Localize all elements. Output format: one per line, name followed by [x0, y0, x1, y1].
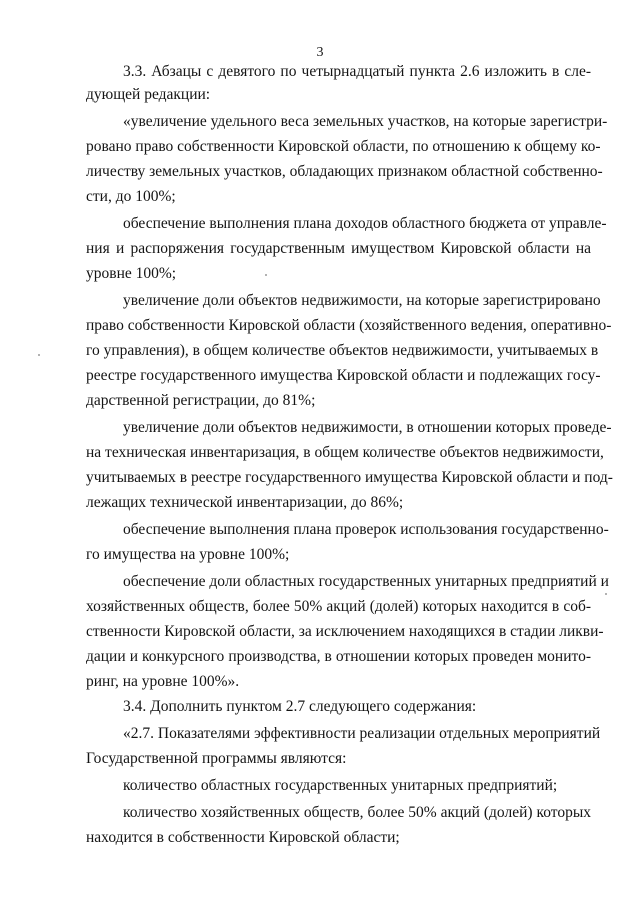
text-line: личеству земельных участков, обладающих признаком областной собственно-	[86, 163, 603, 180]
text-line: 3.4. Дополнить пунктом 2.7 следующего содержания:	[123, 698, 477, 715]
text-line: Государственной программы являются:	[86, 750, 347, 767]
text-line: лежащих технической инвентаризации, до 86%;	[86, 494, 404, 511]
text-line: ственности Кировской области, за исключением находящихся в стадии ликви-	[86, 623, 604, 640]
text-line: го управления), в общем количестве объектов недвижимости, учитываемых в	[86, 342, 599, 359]
text-line: дующей редакции:	[86, 86, 211, 103]
text-line: обеспечение выполнения плана доходов областного бюджета от управле-	[123, 215, 607, 232]
text-line: реестре государственного имущества Кировской области и подлежащих госу-	[86, 367, 601, 384]
page-number: 3	[316, 45, 324, 60]
text-line: количество областных государственных унитарных предприятий;	[123, 777, 558, 794]
text-line: «увеличение удельного веса земельных участков, на которые зарегистри-	[123, 113, 608, 130]
text-line: количество хозяйственных обществ, более 50% акций (долей) которых	[123, 804, 591, 821]
text-line: хозяйственных обществ, более 50% акций (долей) которых находится в соб-	[86, 598, 591, 615]
scan-speck	[605, 593, 607, 595]
text-line: ровано право собственности Кировской области, по отношению к общему ко-	[86, 138, 601, 155]
text-line: дарственной регистрации, до 81%;	[86, 392, 316, 409]
scan-speck	[38, 354, 40, 356]
text-line: уровне 100%;	[86, 265, 177, 282]
text-line: дации и конкурсного производства, в отношении которых проведен монито-	[86, 648, 591, 665]
text-line: право собственности Кировской области (хозяйственного ведения, оперативно-	[86, 317, 612, 334]
text-line: го имущества на уровне 100%;	[86, 546, 290, 563]
text-line: ринг, на уровне 100%».	[86, 673, 240, 690]
text-line: «2.7. Показателями эффективности реализации отдельных мероприятий	[123, 725, 601, 742]
text-line: увеличение доли объектов недвижимости, в отношении которых проведе-	[123, 419, 612, 436]
text-line: обеспечение выполнения плана проверок использования государственно-	[123, 521, 609, 538]
text-line: ния и распоряжения государственным имуществом Кировской области на	[86, 240, 591, 257]
scan-speck	[265, 274, 267, 276]
text-line: сти, до 100%;	[86, 188, 176, 205]
text-line: увеличение доли объектов недвижимости, на которые зарегистрировано	[123, 292, 601, 309]
text-line: обеспечение доли областных государственных унитарных предприятий и	[123, 573, 609, 590]
text-line: учитываемых в реестре государственного имущества Кировской области и под-	[86, 469, 613, 486]
text-line: на техническая инвентаризация, в общем количестве объектов недвижимости,	[86, 444, 604, 461]
text-line: находится в собственности Кировской области;	[86, 829, 400, 846]
text-line: 3.3. Абзацы с девятого по четырнадцатый пункта 2.6 изложить в сле-	[123, 63, 591, 80]
